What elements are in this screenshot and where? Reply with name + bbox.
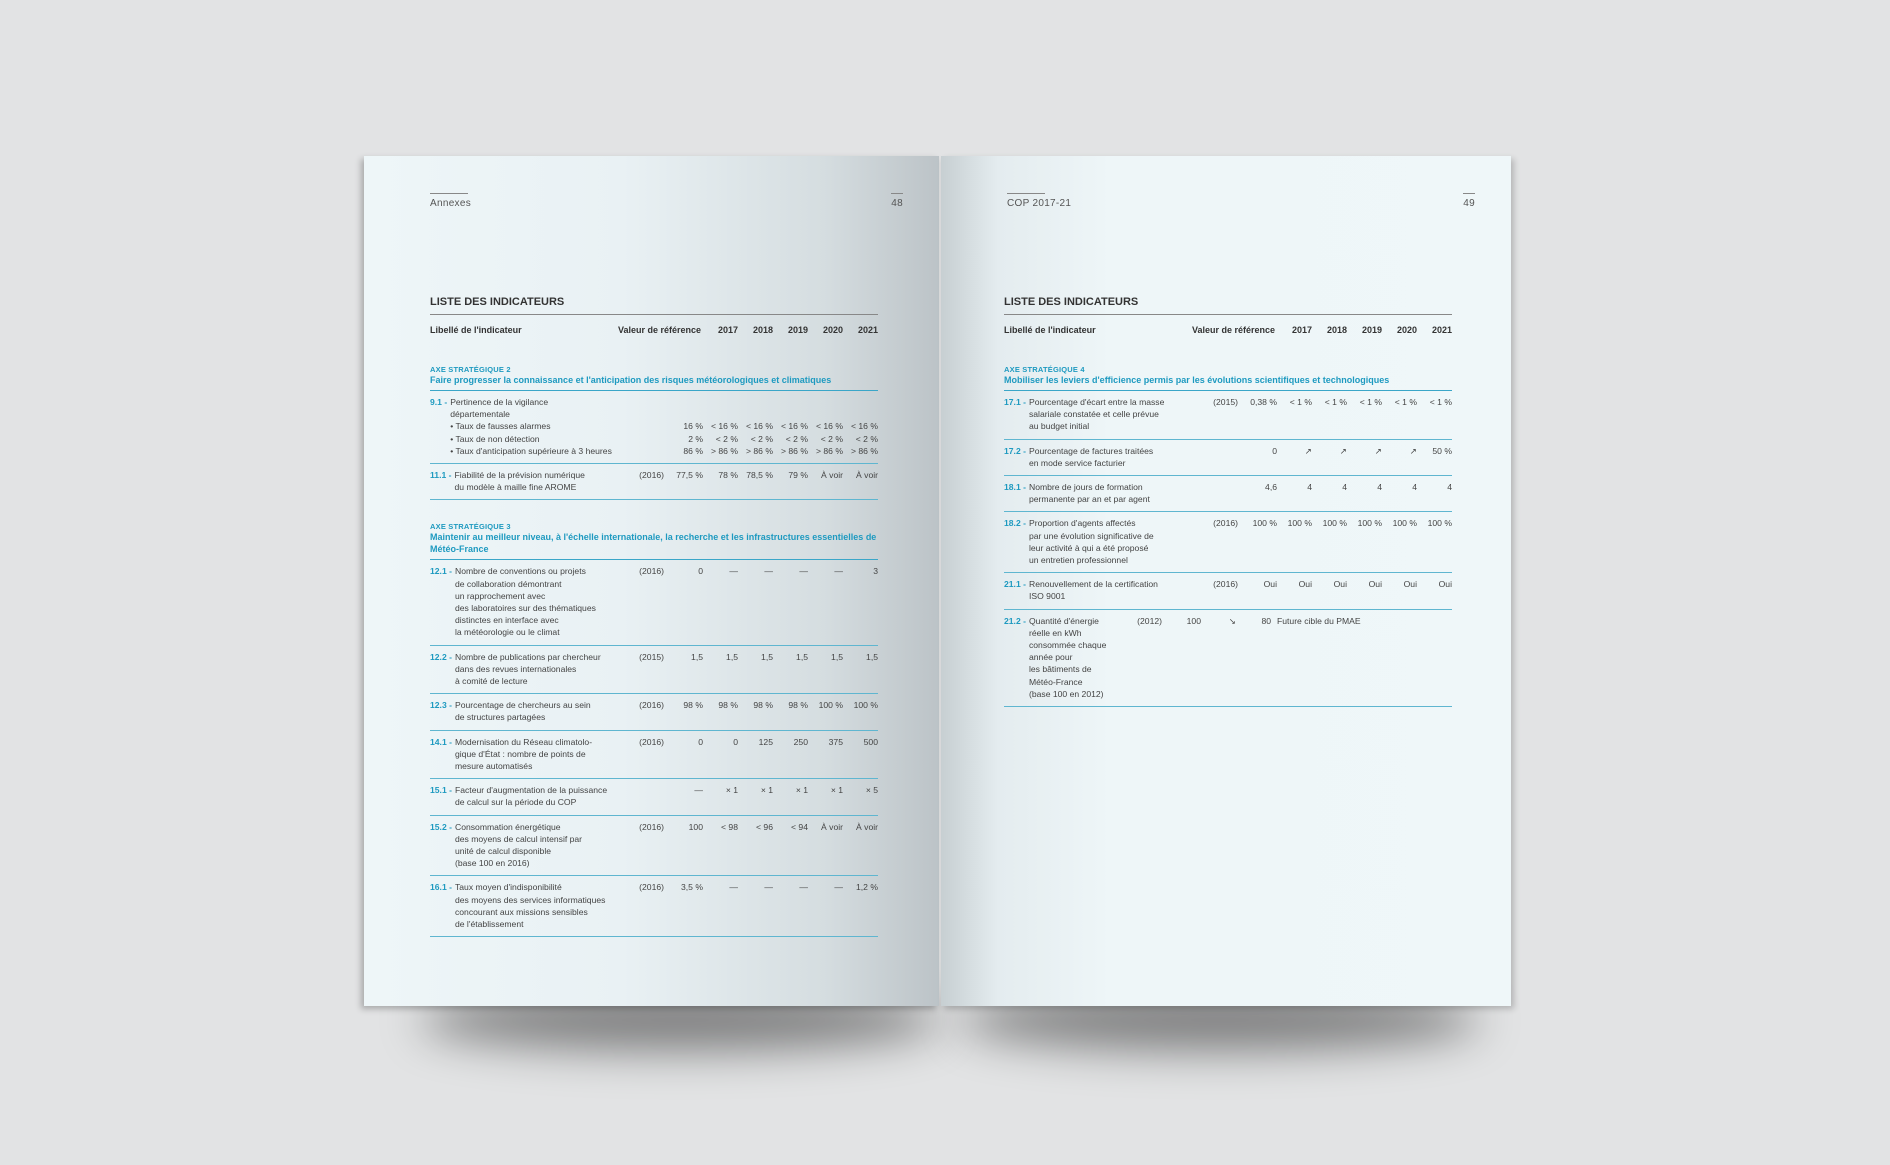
column-reference: Valeur de référence xyxy=(617,325,701,335)
indicator-value: À voir xyxy=(856,821,878,832)
indicator-label xyxy=(1004,481,1190,505)
indicator-value: < 16 % < 2 % > 86 % xyxy=(816,421,843,456)
indicator-value: — xyxy=(799,882,808,893)
indicator-value: 100 % xyxy=(1427,518,1452,529)
indicator-value: 1,5 xyxy=(796,651,808,662)
page-number: 49 xyxy=(1463,198,1475,209)
indicator-row xyxy=(430,816,878,877)
indicator-number: 17.1 - xyxy=(1004,397,1026,407)
indicator-value: < 96 xyxy=(756,821,773,832)
indicator-value: 4 xyxy=(1342,482,1347,493)
indicator-value: — xyxy=(834,566,843,577)
indicator-value: < 16 % < 2 % > 86 % xyxy=(711,421,738,456)
indicator-value: À voir xyxy=(821,821,843,832)
indicator-value: × 1 xyxy=(795,785,808,796)
indicator-value: À voir xyxy=(821,470,843,481)
indicator-value: — xyxy=(729,566,738,577)
indicator-number: 21.1 - xyxy=(1004,579,1026,590)
indicator-value: 0 xyxy=(698,736,703,747)
indicator-label xyxy=(1004,396,1190,433)
indicator-number: 11.1 - xyxy=(430,470,452,481)
column-header-row xyxy=(430,315,878,343)
axis-title: Mobiliser les leviers d'efficience permis par les évolutions scientifiques et technologiques xyxy=(1004,374,1452,391)
indicator-row xyxy=(1004,440,1452,476)
left-page xyxy=(364,156,939,1006)
reference-year: (2016) xyxy=(639,566,664,577)
indicator-value: < 16 % < 2 % > 86 % xyxy=(781,421,808,456)
reference-year: (2016) xyxy=(1213,579,1238,590)
section-label: COP 2017-21 xyxy=(1007,198,1072,209)
indicator-value: Oui xyxy=(1263,579,1277,590)
column-year: 2020 xyxy=(822,325,843,335)
indicator-row xyxy=(430,694,878,730)
indicator-text: Proportion d'agents affectés par une évolution significative de leur activité à qui a été proposé un entretien professionnel xyxy=(1028,518,1154,566)
reference-year: (2016) xyxy=(639,470,664,481)
reference-year xyxy=(616,784,668,808)
indicator-label xyxy=(1004,578,1190,602)
indicator-value: 78,5 % xyxy=(746,470,773,481)
indicator-value: 100 xyxy=(1186,615,1201,626)
indicator-text: Pertinence de la vigilance départementale • Taux de fausses alarmes • Taux de non détection • Taux d'anticipation supérieure à 3 heures xyxy=(450,397,612,456)
column-year: 2017 xyxy=(717,325,738,335)
indicator-table xyxy=(1004,296,1452,707)
indicator-value: < 1 % xyxy=(1359,397,1382,407)
indicator-value: ↗ xyxy=(1409,445,1417,456)
indicator-label xyxy=(1004,517,1190,566)
indicator-row xyxy=(430,876,878,937)
indicator-value: — xyxy=(834,882,843,893)
indicator-value: < 16 % < 2 % > 86 % xyxy=(851,421,878,456)
column-year: 2018 xyxy=(752,325,773,335)
indicator-value: 3,5 % xyxy=(681,882,703,893)
reference-year: (2016) xyxy=(639,882,664,893)
indicator-value: < 1 % xyxy=(1394,397,1417,407)
indicator-value: — xyxy=(799,566,808,577)
indicator-value: 77,5 % xyxy=(676,470,703,481)
indicator-value: ↗ xyxy=(1374,445,1382,456)
indicator-value: Oui xyxy=(1298,579,1312,590)
indicator-value: 1,5 xyxy=(831,651,843,662)
indicator-value: 4,6 xyxy=(1265,482,1277,493)
indicator-value: 4 xyxy=(1447,482,1452,493)
indicator-number: 15.2 - xyxy=(430,821,452,832)
column-label: Libellé de l'indicateur xyxy=(1004,325,1096,335)
indicator-value: Oui xyxy=(1403,579,1417,590)
indicator-value: 1,5 xyxy=(691,651,703,662)
indicator-row xyxy=(430,391,878,464)
indicator-value: 80 xyxy=(1261,615,1271,626)
indicator-value: 100 % xyxy=(1287,518,1312,529)
indicator-row xyxy=(430,779,878,815)
indicator-label xyxy=(430,736,616,773)
reference-year: (2015) xyxy=(1213,397,1238,407)
column-year: 2020 xyxy=(1396,325,1417,335)
indicator-value: 4 xyxy=(1377,482,1382,493)
indicator-number: 9.1 - xyxy=(430,397,448,407)
indicator-value: 100 % xyxy=(1322,518,1347,529)
axis-kicker: AXE STRATÉGIQUE 2 xyxy=(430,365,511,374)
column-year: 2021 xyxy=(857,325,878,335)
indicator-number: 18.1 - xyxy=(1004,482,1026,493)
indicator-value: × 5 xyxy=(865,785,878,796)
indicator-text: Facteur d'augmentation de la puissance de calcul sur la période du COP xyxy=(454,785,608,808)
indicator-value: × 1 xyxy=(725,785,738,796)
strategic-axis xyxy=(1004,365,1452,391)
indicator-value: ↗ xyxy=(1339,445,1347,456)
indicator-value: 0 xyxy=(733,736,738,747)
indicator-value: — xyxy=(729,882,738,893)
indicator-text: Pourcentage de factures traitées en mode service facturier xyxy=(1028,445,1154,468)
indicator-value: 100 xyxy=(688,821,703,832)
reference-year: (2015) xyxy=(639,651,664,662)
indicator-value: 1,2 % xyxy=(856,882,878,893)
indicator-target-note: Future cible du PMAE xyxy=(1277,615,1361,626)
indicator-number: 12.1 - xyxy=(430,566,452,577)
column-year: 2021 xyxy=(1431,325,1452,335)
indicator-value: 100 % xyxy=(1252,518,1277,529)
reference-year: (2012) xyxy=(1137,615,1162,626)
indicator-value: 100 % xyxy=(818,700,843,711)
indicator-number: 15.1 - xyxy=(430,785,452,796)
indicator-value: 1,5 xyxy=(726,651,738,662)
indicator-value: 100 % xyxy=(1392,518,1417,529)
column-year: 2018 xyxy=(1326,325,1347,335)
indicator-label xyxy=(430,565,616,638)
indicator-number: 12.3 - xyxy=(430,700,452,711)
indicator-value: 4 xyxy=(1307,482,1312,493)
indicator-label xyxy=(430,651,616,688)
indicator-number: 12.2 - xyxy=(430,651,452,662)
indicator-text: Quantité d'énergie réelle en kWh consommée chaque année pour les bâtiments de Météo-France (base 100 en 2012) xyxy=(1028,615,1107,699)
indicator-number: 14.1 - xyxy=(430,736,452,747)
page-number: 48 xyxy=(891,198,903,209)
indicator-value: 98 % xyxy=(788,700,808,711)
indicator-value: À voir xyxy=(856,470,878,481)
reference-year: (2016) xyxy=(639,700,664,711)
indicator-value: < 98 xyxy=(721,821,738,832)
indicator-value: 1,5 xyxy=(866,651,878,662)
indicator-label xyxy=(430,699,616,723)
indicator-value: < 1 % xyxy=(1429,397,1452,407)
indicator-value: 0 xyxy=(1272,445,1277,456)
indicator-label xyxy=(430,469,616,493)
table-title: LISTE DES INDICATEURS xyxy=(1004,296,1452,315)
indicator-text: Consommation énergétique des moyens de calcul intensif par unité de calcul disponible (base 100 en 2016) xyxy=(454,821,583,869)
indicator-value: Oui xyxy=(1368,579,1382,590)
column-year: 2017 xyxy=(1291,325,1312,335)
indicator-row xyxy=(1004,610,1452,707)
indicator-value: 375 xyxy=(828,736,843,747)
column-header-row xyxy=(1004,315,1452,343)
indicator-row xyxy=(1004,573,1452,609)
column-year: 2019 xyxy=(787,325,808,335)
indicator-number: 18.2 - xyxy=(1004,518,1026,529)
indicator-value: × 1 xyxy=(830,785,843,796)
indicator-value: 79 % xyxy=(788,470,808,481)
indicator-number: 21.2 - xyxy=(1004,615,1026,626)
indicator-value: 98 % xyxy=(718,700,738,711)
indicator-value: 100 % xyxy=(853,700,878,711)
strategic-axis xyxy=(430,365,878,391)
indicator-table xyxy=(430,296,878,937)
indicator-value: 0 xyxy=(698,566,703,577)
indicator-row xyxy=(430,464,878,500)
indicator-value: 125 xyxy=(758,736,773,747)
indicator-value: ↗ xyxy=(1304,445,1312,456)
reference-year xyxy=(1190,445,1242,469)
indicator-value: 0,38 % xyxy=(1250,397,1277,407)
indicator-value: 500 xyxy=(863,736,878,747)
indicator-value: — xyxy=(764,882,773,893)
indicator-label xyxy=(430,784,616,808)
strategic-axis xyxy=(430,522,878,560)
axis-title: Maintenir au meilleur niveau, à l'échelle internationale, la recherche et les infrastructures essentielles de Météo-France xyxy=(430,531,878,560)
indicator-row xyxy=(430,560,878,645)
indicator-text: Pourcentage d'écart entre la masse salariale constatée et celle prévue au budget initial xyxy=(1028,397,1165,432)
indicator-text: Modernisation du Réseau climatolo- gique d'État : nombre de points de mesure automatisés xyxy=(454,736,593,772)
right-page xyxy=(941,156,1511,1006)
indicator-value: 98 % xyxy=(753,700,773,711)
indicator-text: Fiabilité de la prévision numérique du modèle à maille fine AROME xyxy=(454,470,585,493)
indicator-number: 16.1 - xyxy=(430,882,452,893)
indicator-value: < 1 % xyxy=(1324,397,1347,407)
table-title: LISTE DES INDICATEURS xyxy=(430,296,878,315)
indicator-row xyxy=(1004,391,1452,440)
indicator-value: Oui xyxy=(1333,579,1347,590)
indicator-value: 78 % xyxy=(718,470,738,481)
indicator-value: 3 xyxy=(873,566,878,577)
indicator-value: 50 % xyxy=(1432,445,1452,456)
indicator-text: Taux moyen d'indisponibilité des moyens des services informatiques concourant aux missions sensibles de l'établissement xyxy=(454,882,606,930)
reference-year: (2016) xyxy=(1213,518,1238,529)
indicator-value: — xyxy=(694,785,703,796)
indicator-label xyxy=(430,821,616,870)
indicator-value: < 94 xyxy=(791,821,808,832)
indicator-label xyxy=(430,881,616,930)
reference-year xyxy=(616,396,668,457)
axis-kicker: AXE STRATÉGIQUE 3 xyxy=(430,522,511,532)
column-year: 2019 xyxy=(1361,325,1382,335)
column-reference: Valeur de référence xyxy=(1191,325,1275,335)
axis-title: Faire progresser la connaissance et l'anticipation des risques météorologiques et climatiques xyxy=(430,374,878,391)
indicator-label xyxy=(1004,615,1114,700)
indicator-row xyxy=(430,646,878,695)
section-label: Annexes xyxy=(430,198,472,209)
indicator-text: Nombre de jours de formation permanente par an et par agent xyxy=(1028,482,1150,505)
indicator-value: 16 % 2 % 86 % xyxy=(683,421,703,456)
indicator-value: 4 xyxy=(1412,482,1417,493)
indicator-value: ↘ xyxy=(1228,615,1236,626)
indicator-number: 17.2 - xyxy=(1004,445,1026,456)
indicator-text: Nombre de publications par chercheur dans des revues internationales à comité de lecture xyxy=(454,651,601,687)
indicator-value: < 16 % < 2 % > 86 % xyxy=(746,421,773,456)
indicator-text: Pourcentage de chercheurs au sein de structures partagées xyxy=(454,700,591,723)
indicator-label xyxy=(430,396,616,457)
indicator-row xyxy=(1004,476,1452,512)
indicator-row xyxy=(430,731,878,780)
indicator-value: — xyxy=(764,566,773,577)
indicator-value: Oui xyxy=(1438,579,1452,590)
indicator-value: < 1 % xyxy=(1289,397,1312,407)
indicator-value: × 1 xyxy=(760,785,773,796)
indicator-text: Nombre de conventions ou projets de collaboration démontrant un rapprochement avec des laboratoires sur des thématiques distinctes en interface avec la météorologie ou le climat xyxy=(454,566,596,638)
reference-year xyxy=(1190,481,1242,505)
indicator-row xyxy=(1004,512,1452,573)
indicator-value: 98 % xyxy=(683,700,703,711)
axis-kicker: AXE STRATÉGIQUE 4 xyxy=(1004,365,1085,374)
column-label: Libellé de l'indicateur xyxy=(430,325,522,335)
indicator-text: Renouvellement de la certification ISO 9001 xyxy=(1028,579,1158,602)
reference-year: (2016) xyxy=(639,736,664,747)
indicator-value: 250 xyxy=(793,736,808,747)
indicator-value: 1,5 xyxy=(761,651,773,662)
indicator-label xyxy=(1004,445,1190,469)
reference-year: (2016) xyxy=(639,821,664,832)
indicator-value: 100 % xyxy=(1357,518,1382,529)
